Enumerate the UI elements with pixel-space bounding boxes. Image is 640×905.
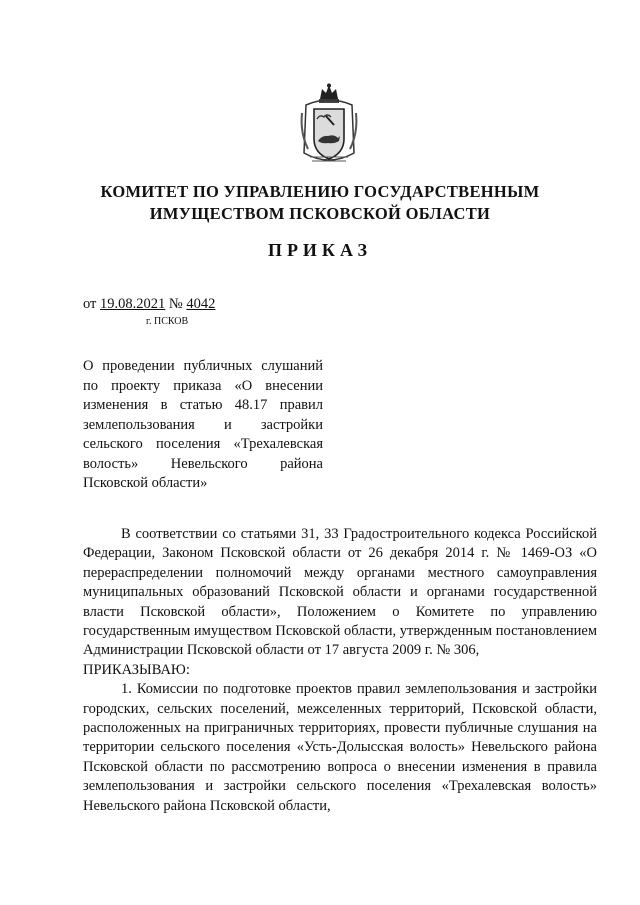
- date-prefix: от: [83, 296, 97, 312]
- document-date: 19.08.2021: [100, 296, 166, 312]
- pskov-coat-of-arms-icon: [298, 83, 360, 169]
- order-word: ПРИКАЗЫВАЮ:: [83, 661, 190, 678]
- document-subject: О проведении публичных слушаний по проекту приказа «О внесении изменения в статью 48.17 правил землепользования и застройки сельского поселения «Трехалевская волость» Невельского района Псковской области»: [83, 358, 323, 491]
- city-label: г. ПСКОВ: [146, 316, 189, 327]
- document-body: [83, 525, 597, 816]
- document-type: ПРИКАЗ: [267, 240, 373, 260]
- order-item-1: 1. Комиссии по подготовке проектов правил землепользования и застройки городских, сельских поселений, межселенных территорий, Псковской области, расположенных на приграничных территориях, провести публичные слушания на территории сельского поселения «Усть-Долысская волость» Невельского района Псковской области по рассмотрению вопроса о внесении изменения в правила землепользования и застройки сельского поселения «Трехалевская волость» Невельского района Псковской области,: [83, 681, 597, 814]
- organization-name-line1: КОМИТЕТ ПО УПРАВЛЕНИЮ ГОСУДАРСТВЕННЫМ: [100, 182, 540, 201]
- document-number: 4042: [186, 296, 216, 312]
- organization-name-line2: ИМУЩЕСТВОМ ПСКОВСКОЙ ОБЛАСТИ: [149, 204, 491, 223]
- date-number-line: [83, 296, 215, 313]
- preamble-paragraph: В соответствии со статьями 31, 33 Градостроительного кодекса Российской Федерации, Законом Псковской области от 26 декабря 2014 г. № 1469-ОЗ «О перераспределении полномочий между органами местного самоуправления муниципальных образований Псковской области и органами государственной власти Псковской области», Положением о Комитете по управлению государственным имуществом Псковской области, утвержденным постановлением Администрации Псковской области от 17 августа 2009 г. № 306,: [83, 526, 597, 659]
- number-sign: №: [168, 296, 183, 312]
